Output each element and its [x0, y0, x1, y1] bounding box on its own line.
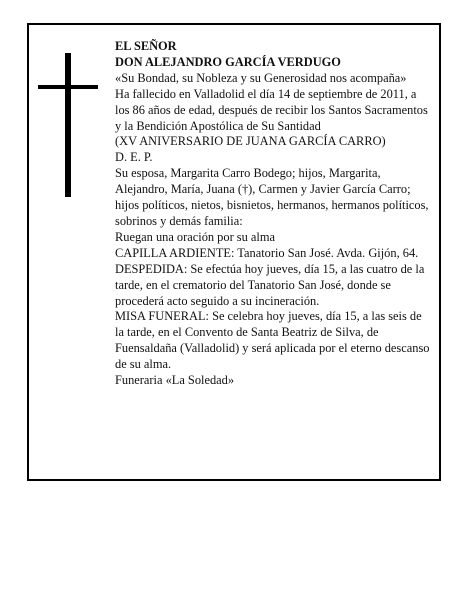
anniversary-note: (XV ANIVERSARIO DE JUANA GARCÍA CARRO): [115, 134, 386, 149]
title-line-2: DON ALEJANDRO GARCÍA VERDUGO: [115, 54, 341, 69]
dep: D. E. P.: [115, 150, 153, 165]
notice-text: [115, 39, 433, 389]
cross-icon: [65, 53, 71, 197]
farewell-info: DESPEDIDA: Se efectúa hoy jueves, día 15, a las cuatro de la tarde, en el crematorio del Tanatorio San José, donde se procederá acto seguido a su incineración.: [115, 261, 425, 308]
family-list: Su esposa, Margarita Carro Bodego; hijos, Margarita, Alejandro, María, Juana (†), Carmen y Javier García Carro; hijos políticos, nietos, bisnietos, hermanos, hermanos políticos, sobrinos y demás familia:: [115, 166, 429, 228]
cross-icon-crossbar: [38, 85, 98, 89]
funeral-mass-info: MISA FUNERAL: Se celebra hoy jueves, día 15, a las seis de la tarde, en el Convento de Santa Beatriz de Silva, de Fuensaldaña (Valladolid) y será aplicada por el eterno descanso de su alma.: [115, 309, 430, 372]
title-line-1: EL SEÑOR: [115, 39, 177, 53]
quote: «Su Bondad, su Nobleza y su Generosidad nos acompaña»: [115, 70, 407, 85]
wake-info: CAPILLA ARDIENTE: Tanatorio San José. Avda. Gijón, 64.: [115, 245, 419, 260]
funeral-home: Funeraria «La Soledad»: [115, 373, 235, 388]
prayer-request: Ruegan una oración por su alma: [115, 229, 275, 244]
death-announcement: Ha fallecido en Valladolid el día 14 de septiembre de 2011, a los 86 años de edad, después de recibir los Santos Sacramentos y la Bendición Apostólica de Su Santidad: [115, 86, 428, 133]
